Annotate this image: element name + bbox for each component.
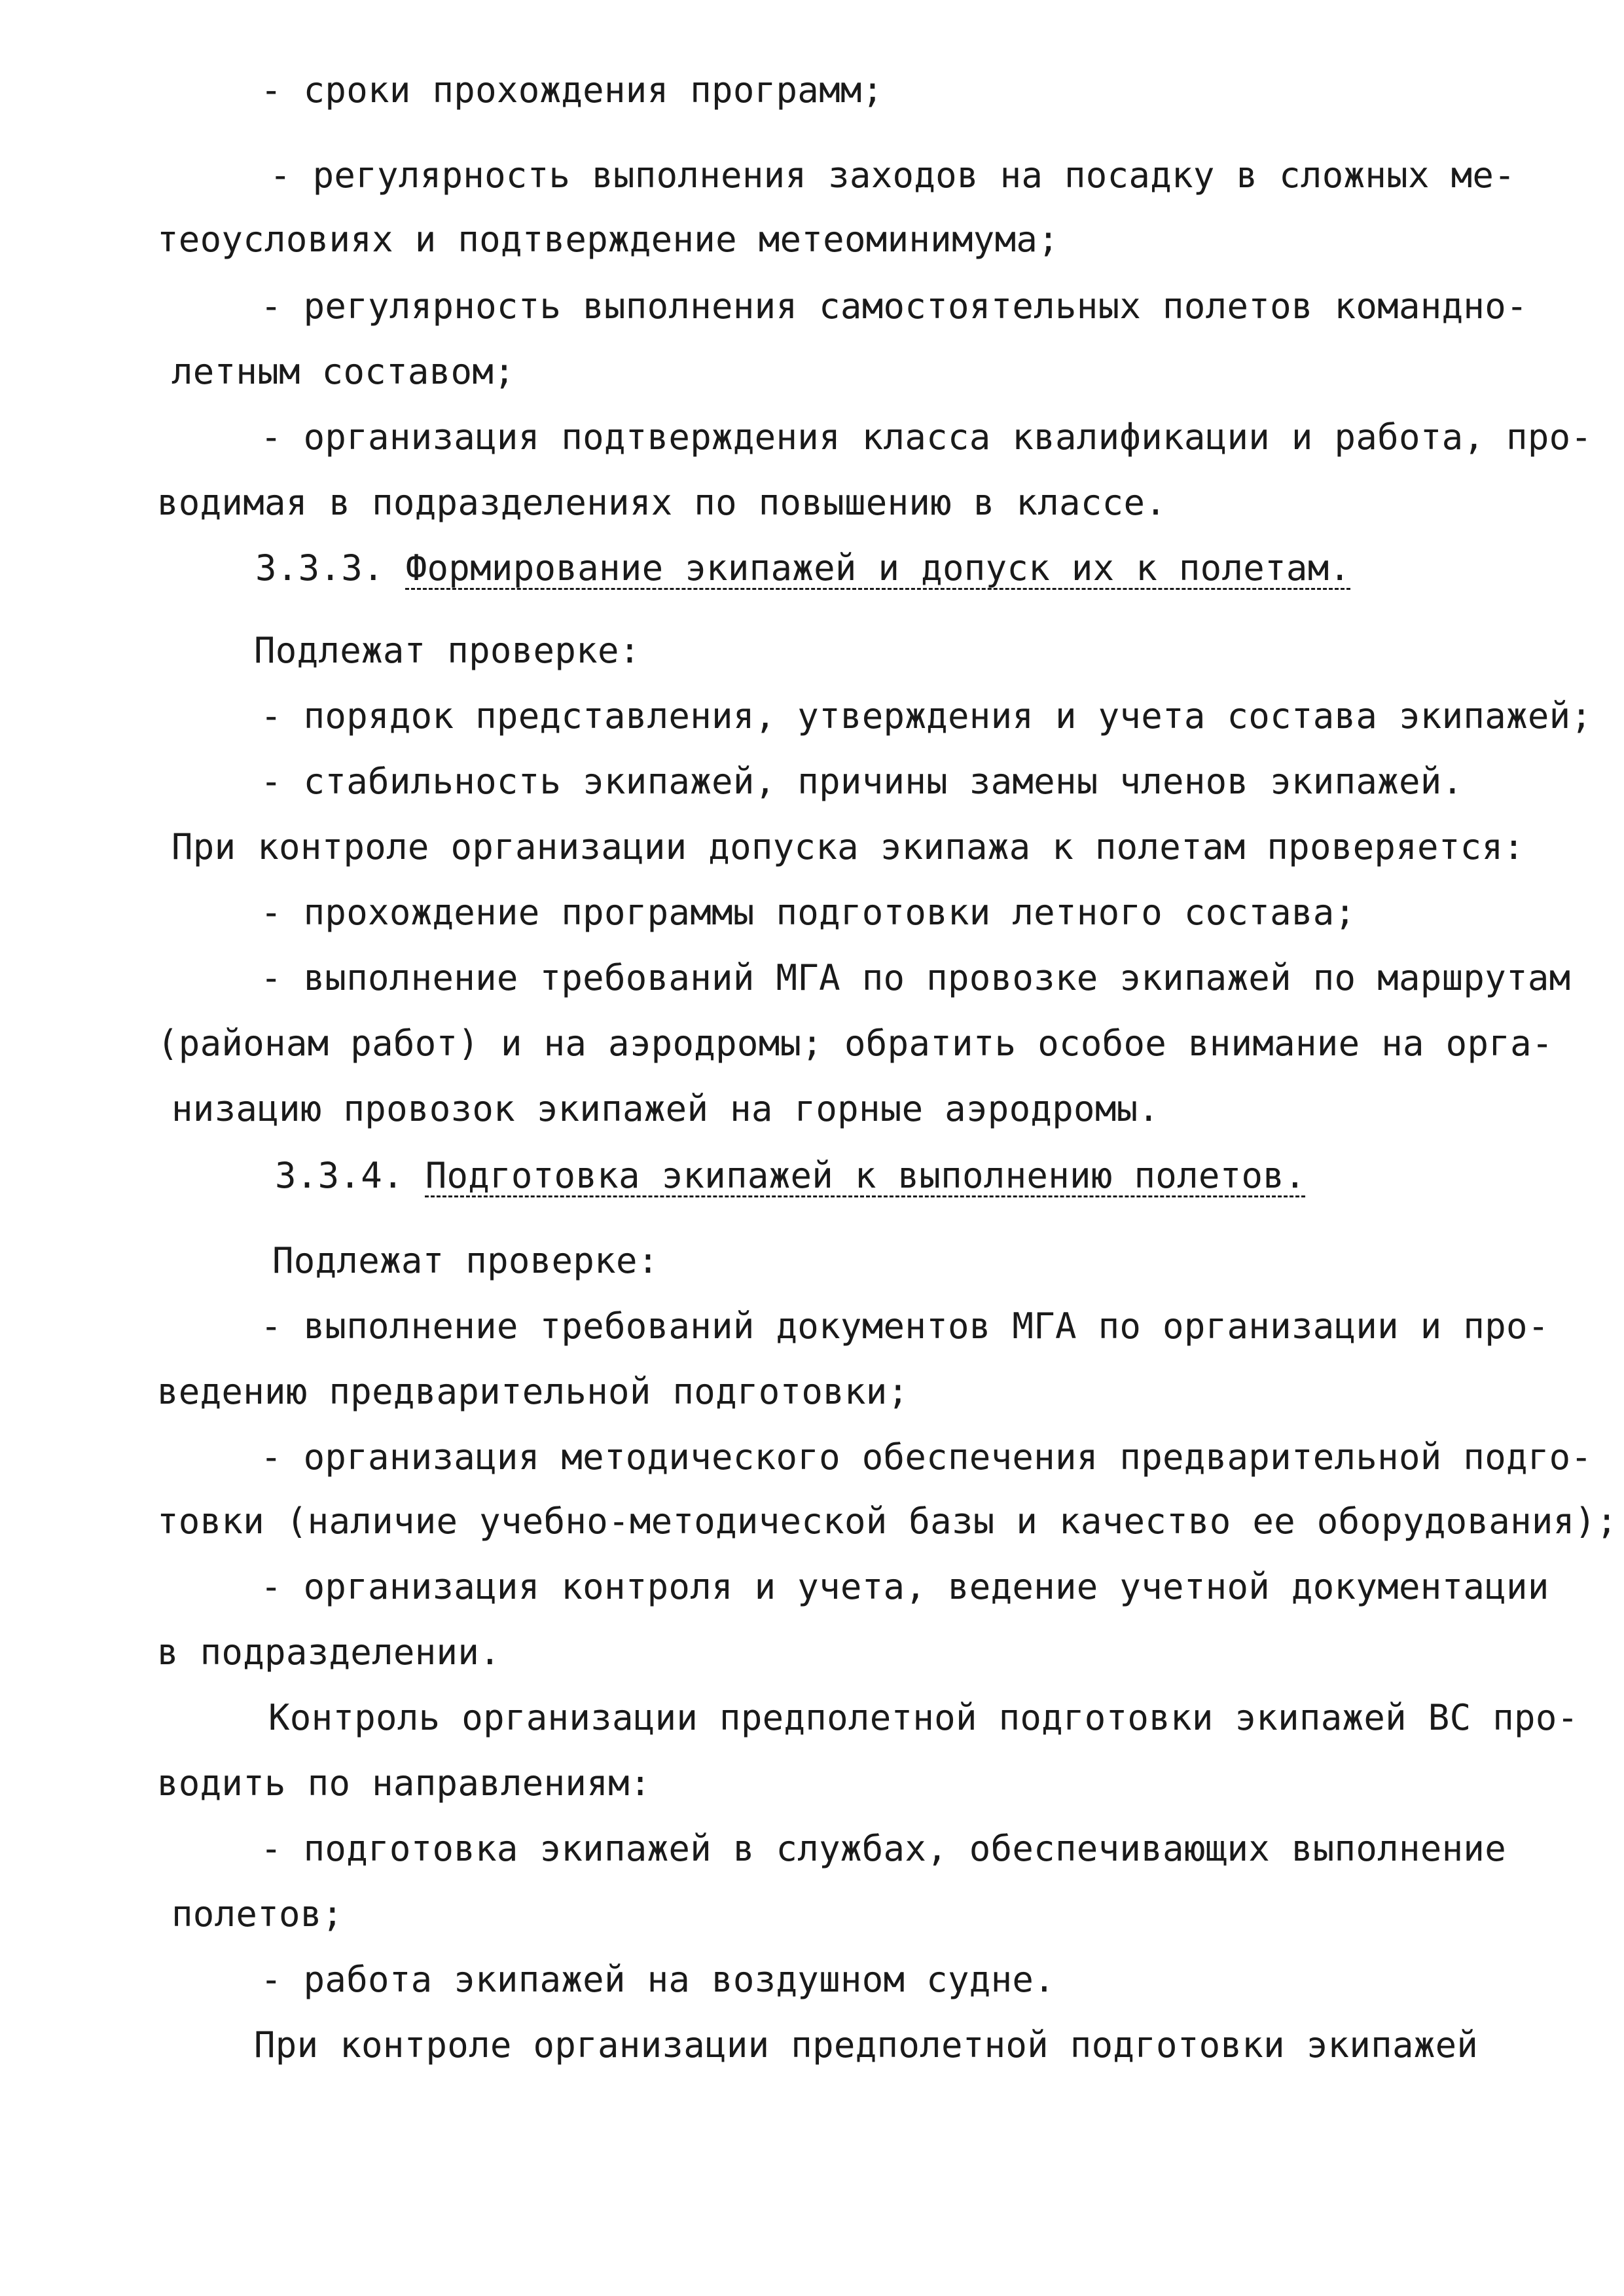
text-line: Подлежат проверке: <box>254 630 641 671</box>
text-line: Подлежат проверке: <box>272 1240 659 1281</box>
text-line: - организация контроля и учета, ведение учетной документации <box>261 1566 1549 1607</box>
section-title: Формирование экипажей и допуск их к полетам. <box>405 547 1351 589</box>
text-line: полетов; <box>171 1893 344 1935</box>
text-line: - организация подтверждения класса квалификации и работа, про- <box>261 416 1593 458</box>
text-line: водить по направлениям: <box>157 1762 651 1804</box>
text-line: - сроки прохождения программ; <box>261 69 884 111</box>
text-line: - выполнение требований документов МГА по организации и про- <box>261 1305 1549 1347</box>
text-line: - регулярность выполнения заходов на посадку в сложных ме- <box>270 155 1516 196</box>
text-line: товки (наличие учебно-методической базы и качество ее оборудования); <box>157 1501 1618 1542</box>
text-line: - порядок представления, утверждения и учета состава экипажей; <box>261 695 1593 737</box>
text-line: низацию провозок экипажей на горные аэродромы. <box>171 1088 1160 1129</box>
section-number: 3.3.3. <box>255 547 384 589</box>
text-line: - работа экипажей на воздушном судне. <box>261 1959 1055 2000</box>
section-heading-3-3-4 <box>275 1155 1306 1197</box>
text-line: ведению предварительной подготовки; <box>157 1371 909 1412</box>
text-line: в подразделении. <box>157 1631 501 1673</box>
text-line: Контроль организации предполетной подготовки экипажей ВС про- <box>268 1697 1579 1738</box>
text-line: При контроле организации предполетной подготовки экипажей <box>254 2024 1479 2066</box>
text-line: - выполнение требований МГА по провозке экипажей по маршрутам <box>261 957 1571 998</box>
section-title: Подготовка экипажей к выполнению полетов. <box>425 1155 1306 1196</box>
text-line: - стабильность экипажей, причины замены членов экипажей. <box>261 761 1464 802</box>
text-line: При контроле организации допуска экипажа к полетам проверяется: <box>171 826 1525 867</box>
text-line: теоусловиях и подтверждение метеоминимума; <box>157 219 1060 260</box>
text-line: - регулярность выполнения самостоятельных полетов командно- <box>261 285 1528 327</box>
section-heading-3-3-3 <box>255 547 1350 589</box>
section-number: 3.3.4. <box>275 1155 404 1196</box>
text-line: летным составом; <box>171 351 515 392</box>
text-line: (районам работ) и на аэродромы; обратить особое внимание на орга- <box>157 1023 1553 1064</box>
text-line: - прохождение программы подготовки летного состава; <box>261 892 1356 933</box>
text-line: - подготовка экипажей в службах, обеспечивающих выполнение <box>261 1828 1507 1869</box>
text-line: - организация методического обеспечения предварительной подго- <box>261 1436 1593 1478</box>
text-line: водимая в подразделениях по повышению в классе. <box>157 482 1167 523</box>
